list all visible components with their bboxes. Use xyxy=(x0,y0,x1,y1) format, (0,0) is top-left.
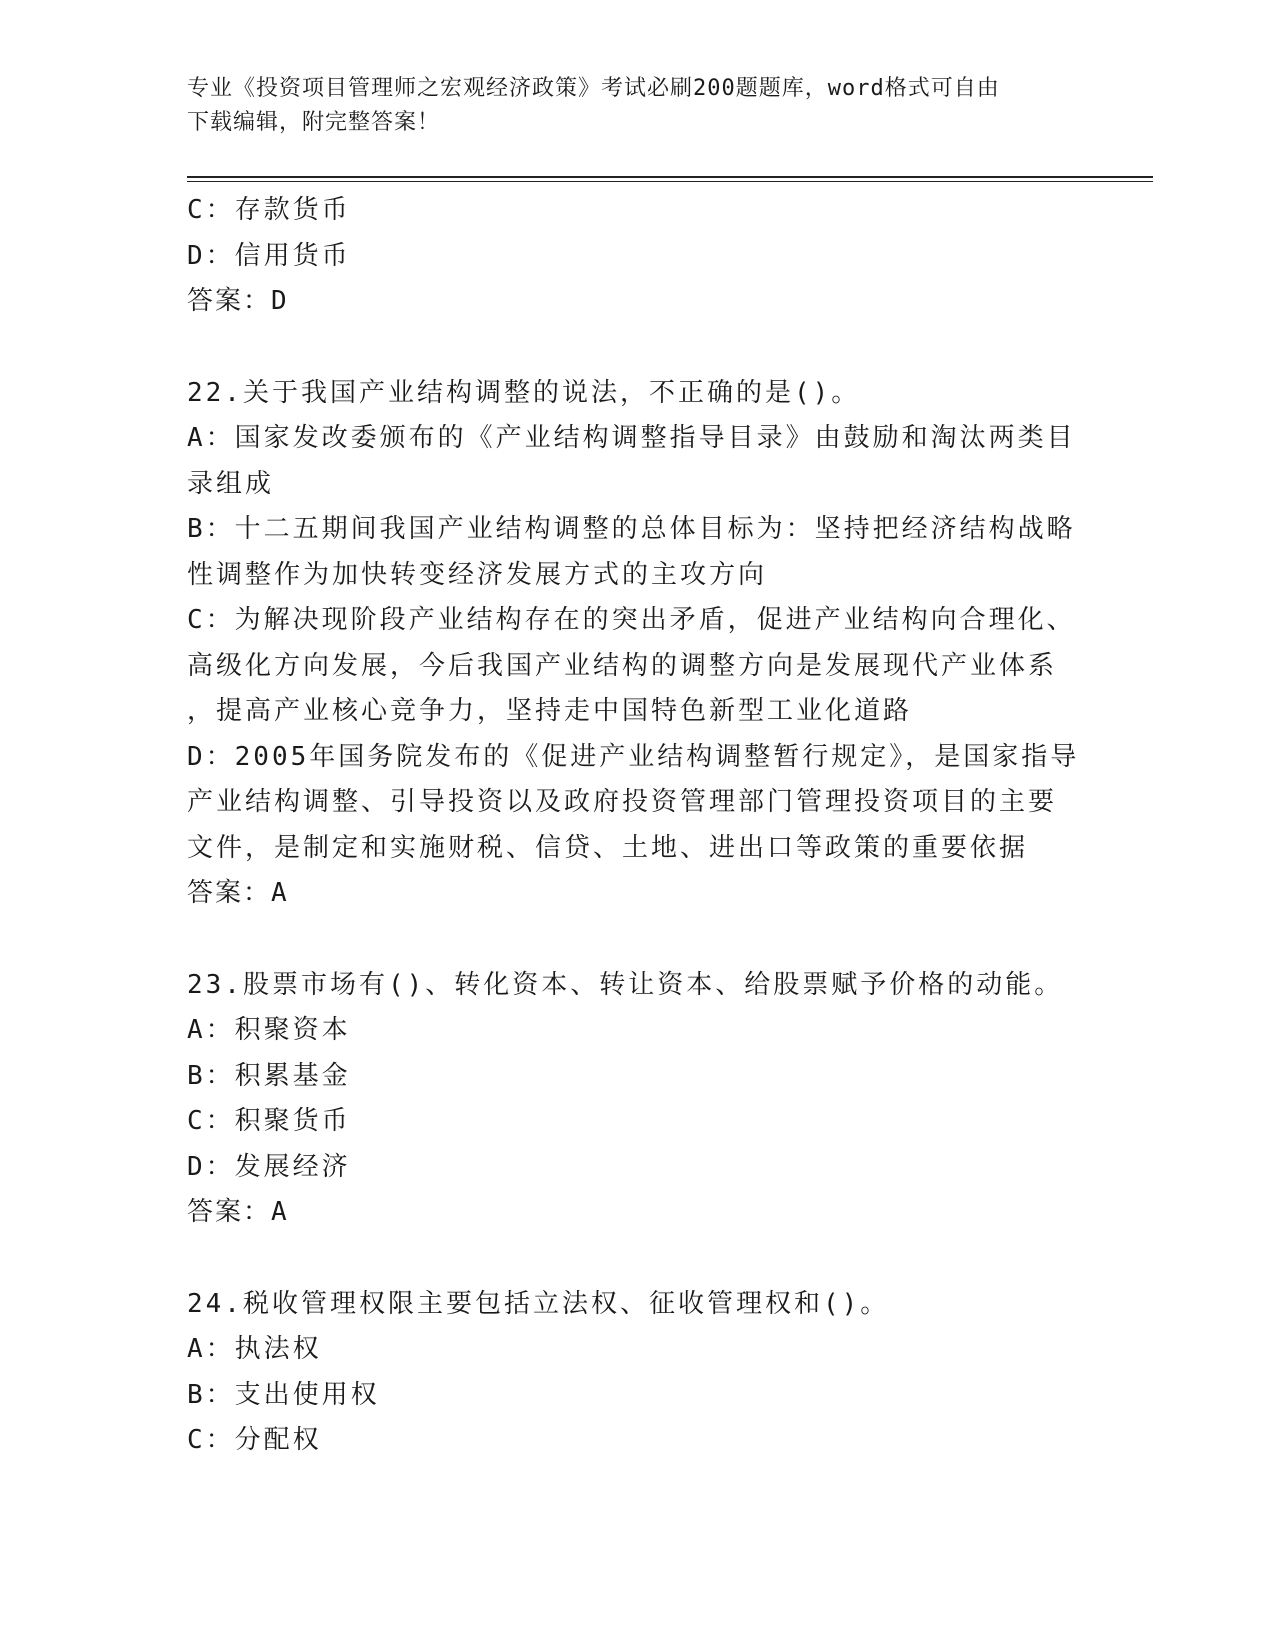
question-block xyxy=(187,963,1087,1236)
question-line: D：发展经济 xyxy=(187,1151,351,1182)
question-line: C：积聚货币 xyxy=(187,1106,351,1136)
question-line: 高级化方向发展，今后我国产业结构的调整方向是发展现代产业体系 xyxy=(187,650,1058,681)
question-line: 文件，是制定和实施财税、信贷、土地、进出口等政策的重要依据 xyxy=(187,832,1029,863)
answer-line xyxy=(187,1190,1087,1236)
question-block xyxy=(187,371,1087,917)
question-line: 23.股票市场有()、转化资本、转让资本、给股票赋予价格的动能。 xyxy=(187,969,1064,1000)
block-spacer xyxy=(187,1236,1087,1282)
question-line: 性调整作为加快转变经济发展方式的主攻方向 xyxy=(187,559,768,590)
question-line: 22.关于我国产业结构调整的说法，不正确的是()。 xyxy=(187,377,861,408)
question-line: C：存款货币 xyxy=(187,195,351,225)
question-line: D：2005年国务院发布的《促进产业结构调整暂行规定》，是国家指导 xyxy=(187,741,1080,772)
answer-value: A xyxy=(271,1197,290,1227)
question-line: B：积累基金 xyxy=(187,1060,351,1091)
header-divider-thick xyxy=(187,176,1153,178)
header-divider-thin xyxy=(187,181,1153,182)
question-block xyxy=(187,188,1087,325)
question-line: 产业结构调整、引导投资以及政府投资管理部门管理投资项目的主要 xyxy=(187,787,1058,817)
question-block xyxy=(187,1282,1087,1464)
question-line: A：积聚资本 xyxy=(187,1015,351,1045)
question-line: 录组成 xyxy=(187,468,275,499)
question-line: A：国家发改委颁布的《产业结构调整指导目录》由鼓励和淘汰两类目 xyxy=(187,423,1076,453)
question-line: 24.税收管理权限主要包括立法权、征收管理权和()。 xyxy=(187,1288,890,1319)
answer-line xyxy=(187,871,1087,917)
answer-value: D xyxy=(271,286,290,316)
question-line: B：十二五期间我国产业结构调整的总体目标为：坚持把经济结构战略 xyxy=(187,514,1076,544)
question-content xyxy=(187,188,1087,1464)
question-line: ，提高产业核心竞争力，坚持走中国特色新型工业化道路 xyxy=(187,696,913,726)
question-line: C：分配权 xyxy=(187,1425,322,1455)
question-line: B：支出使用权 xyxy=(187,1379,380,1410)
question-line: C：为解决现阶段产业结构存在的突出矛盾，促进产业结构向合理化、 xyxy=(187,605,1076,635)
block-spacer xyxy=(187,325,1087,371)
answer-label: 答案： xyxy=(187,286,272,316)
answer-label: 答案： xyxy=(187,1197,272,1227)
header-line-2: 下载编辑，附完整答案！ xyxy=(187,110,441,135)
answer-line xyxy=(187,279,1087,325)
block-spacer xyxy=(187,917,1087,963)
answer-value: A xyxy=(271,878,290,908)
header-line-1: 专业《投资项目管理师之宏观经济政策》考试必刷200题题库，word格式可自由 xyxy=(187,76,1000,101)
question-line: A：执法权 xyxy=(187,1334,322,1364)
question-line: D：信用货币 xyxy=(187,240,351,271)
answer-label: 答案： xyxy=(187,878,272,908)
document-header xyxy=(187,72,1077,140)
